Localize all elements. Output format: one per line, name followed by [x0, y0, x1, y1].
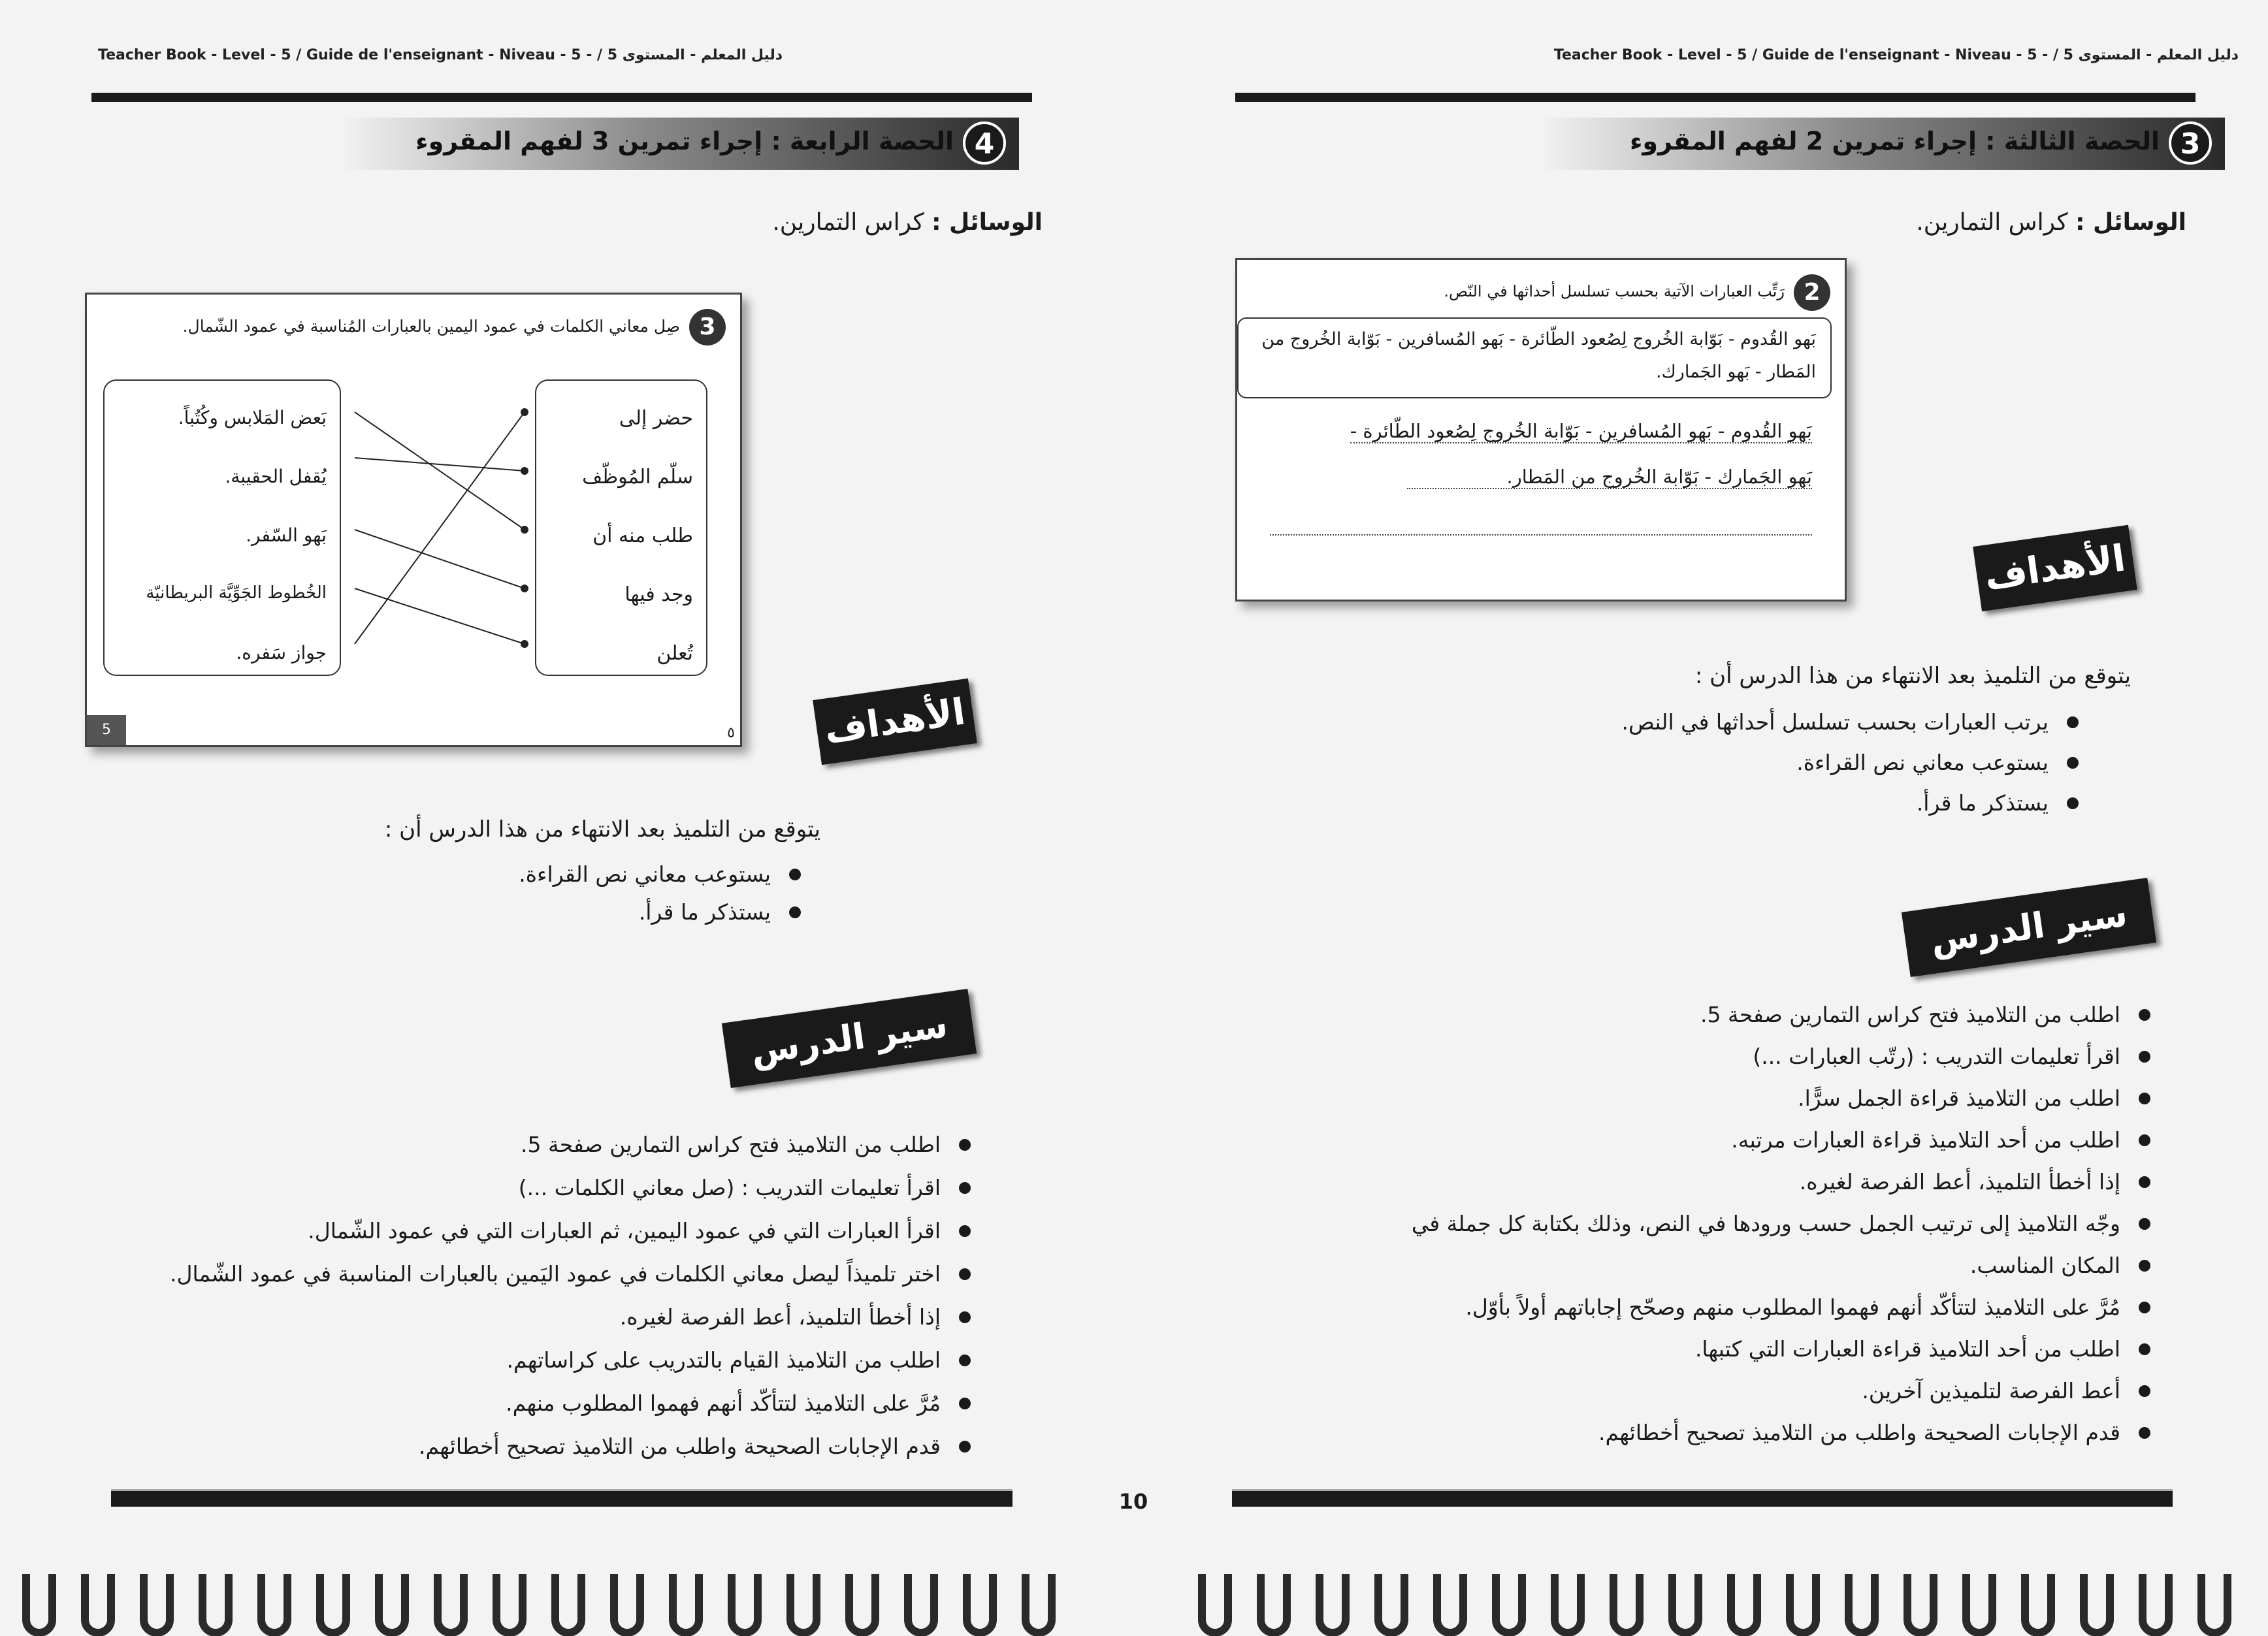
phrases-box: [1237, 317, 1832, 398]
match-right-item: طلب منه أن: [592, 524, 693, 547]
objectives-list: [519, 856, 807, 931]
procedure-step: اقرأ تعليمات التدريب : (صل معاني الكلمات ...): [170, 1166, 977, 1210]
objectives-stamp: الأهداف: [1973, 525, 2137, 611]
objective-item: يستذكر ما قرأ.: [1622, 783, 2085, 824]
tools-label: الوسائل :: [2075, 209, 2186, 236]
match-right-item: سلّم المُوظّف: [582, 466, 693, 489]
procedure-step: قدم الإجابات الصحيحة واطلب من التلاميذ تصحيح أخطائهم.: [1412, 1412, 2157, 1454]
procedure-step: وجّه التلاميذ إلى ترتيب الجمل حسب ورودها في النص، وذلك بكتابة كل جملة في: [1412, 1203, 2157, 1245]
objective-item: يستوعب معاني نص القراءة.: [519, 856, 807, 893]
match-left-item: جواز سَفره.: [236, 642, 327, 664]
procedure-step: المكان المناسب.: [1412, 1245, 2157, 1287]
procedure-step: مُرَّ على التلاميذ لتتأكّد أنهم فهموا المطلوب منهم وصحّح إجاباتهم أولاً بأوّل.: [1412, 1287, 2157, 1328]
match-line: [355, 412, 525, 530]
exercise-card: [1235, 258, 1847, 601]
match-line: [355, 588, 525, 644]
answer-line-blank: [1270, 534, 1812, 536]
exercise-number: 3: [689, 309, 726, 345]
footer-rule: [111, 1489, 1012, 1507]
exercise-number: 2: [1794, 274, 1830, 311]
procedure-step: أعط الفرصة لتلميذين آخرين.: [1412, 1370, 2157, 1412]
match-right-item: حضر إلى: [619, 407, 693, 430]
session-number: 4: [963, 121, 1006, 165]
procedure-step: اقرأ العبارات التي في عمود اليمين، ثم العبارات التي في عمود الشّمال.: [170, 1210, 977, 1253]
match-right-item: وجد فيها: [624, 583, 693, 606]
tools-label: الوسائل :: [932, 209, 1043, 236]
answer-line: بَهو القُدوم - بَهو المُسافرين - بَوّابة الخُروج لِصُعود الطّائرة -: [1350, 420, 1812, 442]
session-number: 3: [2169, 121, 2212, 165]
session-title: الحصة الثالثة : إجراء تمرين 2 لفهم المقروء: [1630, 127, 2160, 155]
matching-lines: [87, 295, 740, 745]
procedure-list: [1412, 994, 2157, 1454]
left-page: [0, 0, 1134, 1567]
running-header: Teacher Book - Level - 5 / Guide de l'enseignant - Niveau - 5 - / دليل المعلم - المستوى 5: [1553, 47, 2239, 63]
match-line: [355, 458, 525, 471]
procedure-step: اطلب من التلاميذ القيام بالتدريب على كراساتهم.: [170, 1339, 977, 1382]
page-number-latin: 5: [87, 715, 126, 745]
phrases-line: بَهو القُدوم - بَوّابة الخُروج لِصُعود الطّائرة - بَهو المُسافرين - بَوّابة الخُروج من: [1261, 329, 1816, 349]
match-line: [355, 412, 525, 644]
match-left-item: يُقفل الحقيبة.: [225, 466, 327, 487]
tools-value: كراس التمارين.: [1916, 209, 2068, 236]
match-left-item: بَهو السّفر.: [246, 524, 327, 546]
objective-item: يرتب العبارات بحسب تسلسل أحداثها في النص.: [1622, 702, 2085, 743]
procedure-list: [170, 1123, 977, 1468]
page-number: 10: [1118, 1489, 1148, 1514]
exercise-instruction: رَتِّب العبارات الآتية بحسب تسلسل أحداثها في النّص.: [1444, 282, 1785, 300]
procedure-step: اقرأ تعليمات التدريب : (رتّب العبارات ...): [1412, 1036, 2157, 1078]
procedure-step: اختر تلميذاً ليصل معاني الكلمات في عمود اليَمين بالعبارات المناسبة في عمود الشّمال.: [170, 1253, 977, 1296]
objective-item: يستوعب معاني نص القراءة.: [1622, 743, 2085, 783]
session-banner: [340, 118, 1019, 170]
right-page: [1134, 0, 2268, 1567]
match-left-item: الخُطوط الجَوِّيَّة البريطانيّة: [146, 583, 327, 603]
phrases-line: المَطار - بَهو الجَمارك.: [1655, 362, 1816, 382]
exercise-instruction: صِل معاني الكلمات في عمود اليمين بالعبارات المُناسبة في عمود الشّمال.: [182, 317, 680, 336]
procedure-step: اطلب من التلاميذ قراءة الجمل سرًّا.: [1412, 1078, 2157, 1119]
exercise-card: [85, 293, 742, 747]
tools-value: كراس التمارين.: [772, 209, 924, 236]
match-right-item: تُعلن: [656, 642, 693, 665]
spiral-binding: [0, 1567, 2268, 1636]
running-header: Teacher Book - Level - 5 / Guide de l'enseignant - Niveau - 5 - / دليل المعلم - المستوى 5: [98, 47, 783, 63]
session-banner: [1539, 118, 2225, 170]
objective-item: يستذكر ما قرأ.: [519, 893, 807, 931]
procedure-step: اطلب من التلاميذ فتح كراس التمارين صفحة 5.: [1412, 994, 2157, 1036]
procedure-step: إذا أخطأ التلميذ، أعط الفرصة لغيره.: [1412, 1161, 2157, 1203]
tools-line: [772, 209, 1043, 236]
procedure-step: اطلب من أحد التلاميذ قراءة العبارات التي كتبها.: [1412, 1328, 2157, 1370]
header-rule: [91, 93, 1032, 102]
tools-line: [1916, 209, 2186, 236]
objectives-stamp: الأهداف: [813, 679, 977, 765]
procedure-step: اطلب من التلاميذ فتح كراس التمارين صفحة 5.: [170, 1123, 977, 1166]
session-title: الحصة الرابعة : إجراء تمرين 3 لفهم المقروء: [415, 127, 954, 155]
header-rule: [1235, 93, 2195, 102]
objectives-intro: يتوقع من التلميذ بعد الانتهاء من هذا الدرس أن :: [1694, 663, 2131, 689]
match-left-item: بَعض المَلابس وكُتُباً.: [178, 407, 327, 428]
procedure-stamp: سير الدرس: [722, 989, 977, 1088]
objectives-intro: يتوقع من التلميذ بعد الانتهاء من هذا الدرس أن :: [384, 816, 820, 842]
objectives-list: [1622, 702, 2085, 824]
footer-rule: [1232, 1489, 2173, 1507]
procedure-step: قدم الإجابات الصحيحة واطلب من التلاميذ تصحيح أخطائهم.: [170, 1425, 977, 1468]
procedure-step: إذا أخطأ التلميذ، أعط الفرصة لغيره.: [170, 1296, 977, 1339]
match-line: [355, 530, 525, 588]
procedure-step: اطلب من أحد التلاميذ قراءة العبارات مرتبه.: [1412, 1119, 2157, 1161]
procedure-step: مُرَّ على التلاميذ لتتأكّد أنهم فهموا المطلوب منهم.: [170, 1382, 977, 1425]
page-number-arabic: ٥: [727, 725, 735, 741]
answer-line: بَهو الجَمارك - بَوّابة الخُروج من المَطار.: [1407, 466, 1812, 489]
procedure-stamp: سير الدرس: [1902, 878, 2156, 977]
